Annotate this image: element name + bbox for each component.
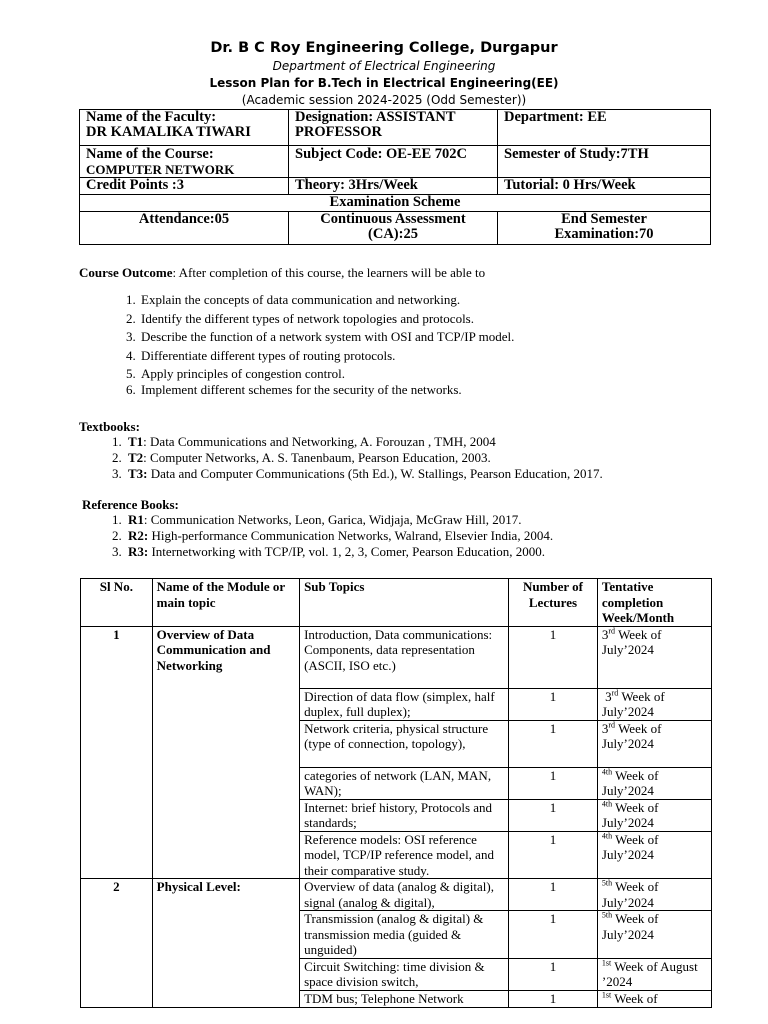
- academic-session: (Academic session 2024-2025 (Odd Semester)): [241, 93, 527, 107]
- col-header-lectures: Number of Lectures: [509, 579, 598, 627]
- week-text: Week of July’2024: [601, 688, 665, 719]
- week-num: 3: [601, 688, 612, 704]
- course-label: Name of the Course:: [86, 146, 214, 162]
- week-suffix: rd: [611, 688, 619, 698]
- subtopic: Overview of data (analog & digital), signal (analog & digital),: [300, 879, 509, 911]
- subtopic: Reference models: OSI reference model, TCP/IP reference model, and their comparative study.: [300, 831, 509, 879]
- reference-code: R3:: [128, 544, 149, 559]
- textbook-code: T3:: [128, 466, 148, 481]
- week-text: Week of July’2024: [601, 799, 659, 830]
- col-header-module: Name of the Module or main topic: [152, 579, 299, 627]
- week-suffix: 4th: [601, 767, 613, 777]
- textbook-item: [125, 466, 765, 482]
- semester-cell: [498, 146, 711, 178]
- textbook-text: Data and Computer Communications (5th Ed.), W. Stallings, Pearson Education, 2017.: [147, 466, 603, 481]
- subject-code-cell: [289, 146, 498, 178]
- subtopic: Circuit Switching: time division & space division switch,: [300, 958, 509, 990]
- outcome-item: 1. Explain the concepts of data communication and networking.: [139, 291, 739, 310]
- week-text: Week of August ’2024: [601, 958, 698, 989]
- col-header-subtopics: Sub Topics: [300, 579, 509, 627]
- attendance-cell: [80, 212, 289, 245]
- week-suffix: 5th: [601, 910, 613, 920]
- completion-week: [597, 799, 711, 831]
- lecture-count: 1: [509, 958, 598, 990]
- completion-week: [597, 831, 711, 879]
- reference-code: R2:: [128, 528, 149, 543]
- week-num: 3: [601, 720, 609, 736]
- lecture-count: 1: [509, 688, 598, 720]
- reference-code: R1: [128, 512, 144, 527]
- subtopic: Introduction, Data communications: Components, data representation (ASCII, ISO etc.): [300, 626, 509, 688]
- subtopic: Transmission (analog & digital) & transmission media (guided & unguided): [300, 911, 509, 959]
- col-header-completion: Tentative completion Week/Month: [597, 579, 711, 627]
- course-info-table: [79, 109, 711, 245]
- subtopic: TDM bus; Telephone Network: [300, 990, 509, 1007]
- module-name: Overview of Data Communication and Networking: [152, 626, 299, 879]
- week-text: Week of July’2024: [601, 831, 659, 862]
- theory-hours: Theory: 3Hrs/Week: [289, 178, 498, 195]
- reference-text: : Communication Networks, Leon, Garica, Widjaja, McGraw Hill, 2017.: [143, 512, 522, 527]
- lecture-count: 1: [509, 911, 598, 959]
- table-row: [81, 626, 712, 688]
- end-sem-line2: Examination:70: [554, 226, 654, 242]
- week-suffix: 1st: [601, 990, 612, 1000]
- week-text: Week of July’2024: [601, 911, 659, 942]
- week-suffix: rd: [608, 626, 616, 636]
- department-cell: [498, 110, 711, 146]
- outcome-item: 5. Apply principles of congestion control.: [139, 365, 739, 381]
- subtopic: Direction of data flow (simplex, half duplex, full duplex);: [300, 688, 509, 720]
- lecture-count: 1: [509, 831, 598, 879]
- course-cell: [80, 146, 289, 178]
- table-row: [81, 879, 712, 911]
- course-outcome-label: Course Outcome: [79, 265, 173, 280]
- attendance-value: Attendance:05: [138, 211, 230, 227]
- completion-week: [597, 990, 711, 1007]
- week-suffix: 4th: [601, 799, 613, 809]
- textbooks-list: [79, 434, 765, 482]
- ca-cell: [289, 212, 498, 245]
- reference-item: [125, 544, 765, 560]
- week-text: Week of: [611, 990, 658, 1006]
- module-sl: 1: [81, 626, 153, 879]
- subtopic: Internet: brief history, Protocols and standards;: [300, 799, 509, 831]
- week-suffix: rd: [608, 720, 616, 730]
- subtopic: Network criteria, physical structure (type of connection, topology),: [300, 720, 509, 767]
- textbook-item: [125, 450, 765, 466]
- textbooks-title: Textbooks:: [79, 419, 140, 434]
- semester-value: Semester of Study:7TH: [504, 146, 649, 162]
- lesson-plan-table: [80, 578, 712, 1008]
- completion-week: [597, 879, 711, 911]
- faculty-label: Name of the Faculty:: [86, 109, 217, 125]
- course-outcome-list: [96, 291, 739, 399]
- outcome-item: 3. Describe the function of a network system with OSI and TCP/IP model.: [139, 328, 739, 347]
- completion-week: [597, 626, 711, 688]
- week-text: Week of July’2024: [601, 879, 659, 910]
- end-sem-line1: End Semester: [561, 211, 647, 227]
- completion-week: [597, 688, 711, 720]
- ca-line1: Continuous Assessment: [320, 211, 466, 227]
- faculty-cell: [80, 110, 289, 146]
- textbook-text: : Computer Networks, A. S. Tanenbaum, Pearson Education, 2003.: [143, 450, 491, 465]
- table-header-row: [81, 579, 712, 627]
- reference-books-list: [79, 512, 765, 560]
- exam-scheme-heading: Examination Scheme: [80, 195, 711, 212]
- course-outcome-intro: [79, 265, 485, 281]
- week-suffix: 4th: [601, 831, 613, 841]
- textbook-code: T1: [128, 434, 144, 449]
- lecture-count: 1: [509, 720, 598, 767]
- college-name: Dr. B C Roy Engineering College, Durgapur: [210, 40, 558, 56]
- reference-item: [125, 528, 765, 544]
- course-name: COMPUTER NETWORK: [86, 162, 235, 177]
- completion-week: [597, 767, 711, 799]
- week-text: Week of July’2024: [601, 767, 659, 798]
- module-name: Physical Level:: [152, 879, 299, 1008]
- plan-title: Lesson Plan for B.Tech in Electrical Engineering(EE): [209, 76, 559, 90]
- lecture-count: 1: [509, 626, 598, 688]
- week-num: 3: [601, 626, 609, 642]
- lecture-count: 1: [509, 990, 598, 1007]
- faculty-name: DR KAMALIKA TIWARI: [86, 124, 251, 140]
- subtopic: categories of network (LAN, MAN, WAN);: [300, 767, 509, 799]
- outcome-item: 6. Implement different schemes for the security of the networks.: [139, 381, 739, 400]
- completion-week: [597, 720, 711, 767]
- completion-week: [597, 911, 711, 959]
- course-outcome-text: : After completion of this course, the learners will be able to: [172, 265, 486, 280]
- designation-cell: [289, 110, 498, 146]
- lecture-count: 1: [509, 767, 598, 799]
- completion-week: [597, 958, 711, 990]
- reference-text: Internetworking with TCP/IP, vol. 1, 2, 3, Comer, Pearson Education, 2000.: [148, 544, 546, 559]
- outcome-item: 2. Identify the different types of network topologies and protocols.: [139, 310, 739, 329]
- week-suffix: 5th: [601, 878, 613, 888]
- textbook-code: T2: [128, 450, 144, 465]
- reference-item: [125, 512, 765, 528]
- col-header-sl: Sl No.: [81, 579, 153, 627]
- week-text: Week of July’2024: [601, 720, 662, 751]
- week-suffix: 1st: [601, 958, 612, 968]
- subject-code: Subject Code: OE-EE 702C: [295, 146, 467, 162]
- tutorial-hours: Tutorial: 0 Hrs/Week: [498, 178, 711, 195]
- module-sl: 2: [81, 879, 153, 1008]
- designation-label: Designation: ASSISTANT: [295, 109, 456, 125]
- reference-books-title: Reference Books:: [82, 497, 179, 512]
- ca-line2: (CA):25: [368, 226, 418, 242]
- textbook-item: [125, 434, 765, 450]
- credit-points: Credit Points :3: [80, 178, 289, 195]
- end-sem-cell: [498, 212, 711, 245]
- lecture-count: 1: [509, 879, 598, 911]
- reference-text: High-performance Communication Networks, Walrand, Elsevier India, 2004.: [148, 528, 554, 543]
- department-name: Department of Electrical Engineering: [272, 59, 496, 73]
- outcome-item: 4. Differentiate different types of routing protocols.: [139, 347, 739, 366]
- textbook-text: : Data Communications and Networking, A. Forouzan , TMH, 2004: [143, 434, 496, 449]
- department-value: Department: EE: [504, 109, 607, 125]
- week-text: Week of July’2024: [601, 626, 662, 657]
- lecture-count: 1: [509, 799, 598, 831]
- designation-value: PROFESSOR: [295, 124, 383, 140]
